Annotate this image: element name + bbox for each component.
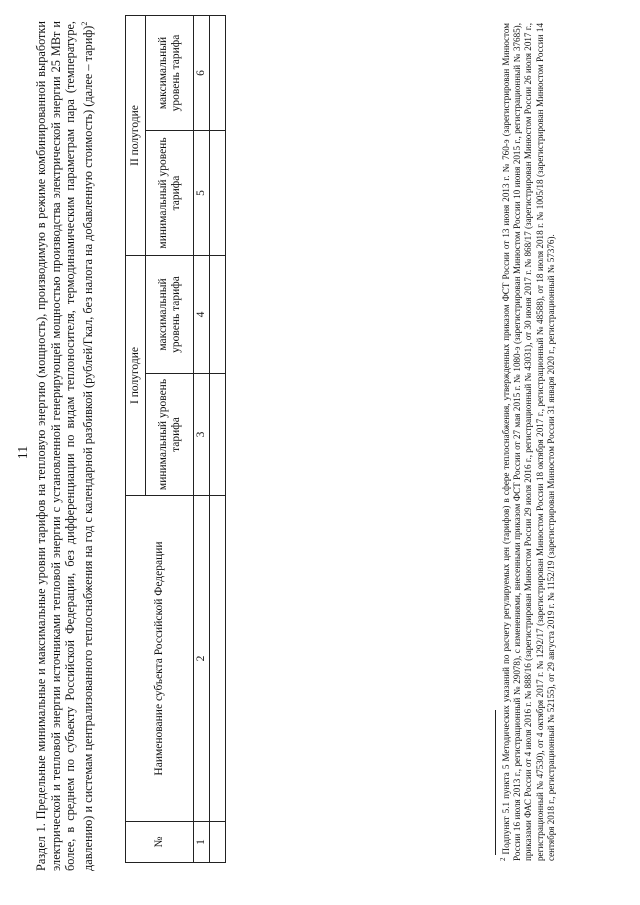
table-cell (210, 822, 226, 863)
column-number-row (194, 15, 210, 862)
table-cell (210, 15, 226, 130)
footnote (498, 23, 557, 861)
table-cell (210, 131, 226, 256)
section-heading (34, 21, 95, 871)
header-max-tariff-h2: максимальный уровень тарифа (146, 15, 194, 130)
header-second-half: II полугодие (126, 15, 146, 255)
footnote-mark: 2 (499, 857, 507, 861)
empty-table-row (210, 15, 226, 862)
column-number: 6 (194, 15, 210, 130)
header-min-tariff-h1: минимальный уровень тарифа (146, 374, 194, 496)
page-number: 11 (16, 445, 31, 460)
column-number: 1 (194, 822, 210, 863)
column-number: 3 (194, 374, 210, 496)
heading-text: Раздел 1. Предельные минимальные и максимальные уровни тарифов на тепловую энергию (мощность), производимую в режиме комбинированной выработки электрической и тепловой энергии источниками тепловой энергии с установленной генерирующей мощностью производства электрической энергии 25 МВт и более, в среднем по субъекту Российской Федерации, без дифференциации по видам теплоносителя, термодинамическим параметрам пара (температуре, давлению) и системам централизованного теплоснабжения на год с календарной разбивкой (рублей/Гкал, без налога на добавленную стоимость) (далее – тариф) (34, 21, 95, 871)
column-number: 5 (194, 131, 210, 256)
footnote-divider (495, 710, 496, 855)
table-cell (210, 374, 226, 496)
table-cell (210, 496, 226, 822)
column-number: 2 (194, 496, 210, 822)
heading-footnote-mark: 2 (79, 21, 89, 26)
footnote-text: Подпункт 5.1 пункта 5 Методических указаний по расчету регулируемых цен (тарифов) в сфере теплоснабжения, утвержденных приказом ФСТ России от 13 июня 2013 г. № 760-э (зарегистрирован Минюстом России 16 июля 2013 г., регистрационный № 29078), с изменениями, внесенными приказом ФСТ России от 27 мая 2015 г. № 1080-э (зарегистрирован Минюстом России 10 июня 2015 г., регистрационный № 37685), приказами ФАС России от 4 июля 2016 г. № 888/16 (зарегистрирован Минюстом России 29 июля 2016 г., регистрационный № 43031), от 30 июня 2017 г. № 868/17 (зарегистрирован Минюстом России 26 июля 2017 г., регистрационный № 47530), от 4 октября 2017 г. № 1292/17 (зарегистрирован Минюстом России 18 октября 2017 г., регистрационный № 48588), от 18 июля 2018 г. № 1005/18 (зарегистрирован Минюстом России 14 сентября 2018 г., регистрационный № 52155), от 29 августа 2019 г. № 1152/19 (зарегистрирован Минюстом России 31 января 2020 г., регистрационный № 57376). (501, 23, 556, 861)
header-first-half: I полугодие (126, 256, 146, 496)
header-max-tariff-h1: максимальный уровень тарифа (146, 256, 194, 374)
header-min-tariff-h2: минимальный уровень тарифа (146, 131, 194, 256)
column-number: 4 (194, 256, 210, 374)
tariff-table (125, 15, 226, 863)
header-subject: Наименование субъекта Российской Федерации (126, 496, 194, 822)
table-cell (210, 256, 226, 374)
header-number: № (126, 822, 194, 863)
